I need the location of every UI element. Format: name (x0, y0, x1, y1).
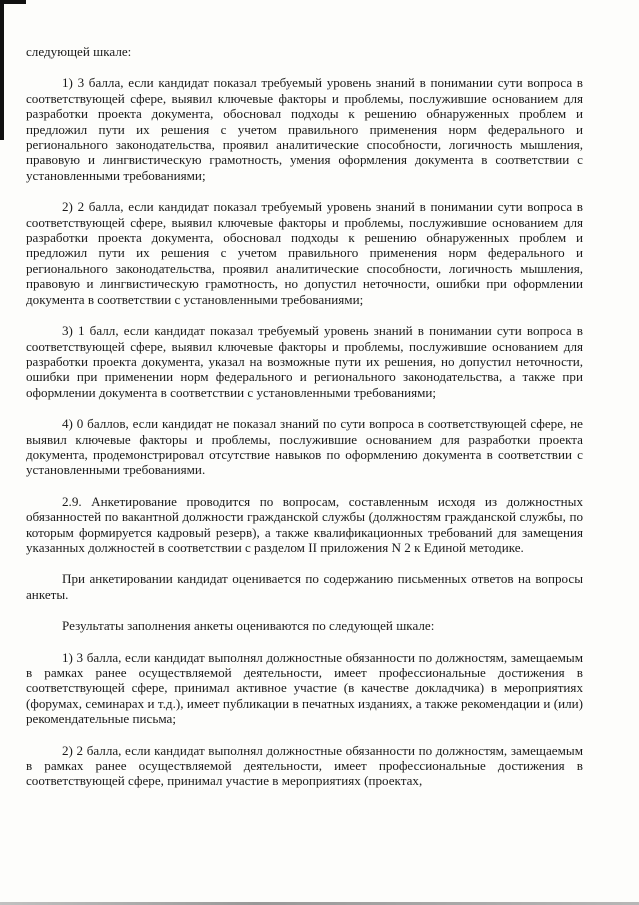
paragraph-score-2: 2) 2 балла, если кандидат показал требуемый уровень знаний в понимании сути вопроса в соответствующей сфере, выявил ключевые факторы и проблемы, послужившие основанием для разработки проекта документа, обосновал подходы к решению обнаруженных проблем и предложил пути их решения с учетом правильного применения норм федерального и регионального законодательства, проявил аналитические способности, логичность мышления, правовую и лингвистическую грамотность, но допустил неточности, ошибки при оформлении документа в соответствии с установленными требованиями; (26, 199, 583, 307)
paragraph-2-9: 2.9. Анкетирование проводится по вопросам, составленным исходя из должностных обязанностей по вакантной должности гражданской службы (должностям гражданской службы, по которым формируется кадровый резерв), а также квалификационных требований для замещения указанных должностей в соответствии с разделом II приложения N 2 к Единой методике. (26, 493, 583, 555)
paragraph-score-3: 1) 3 балла, если кандидат показал требуемый уровень знаний в понимании сути вопроса в соответствующей сфере, выявил ключевые факторы и проблемы, послужившие основанием для разработки проекта документа, обосновал подходы к решению обнаруженных проблем и предложил пути их решения с учетом правильного применения норм федерального и регионального законодательства, проявил аналитические способности, логичность мышления, правовую и лингвистическую грамотность, умения оформления документа в соответствии с установленными требованиями; (26, 75, 583, 183)
paragraph-survey-evaluation: При анкетировании кандидат оценивается по содержанию письменных ответов на вопросы анкеты. (26, 571, 583, 602)
scan-edge-left (0, 0, 4, 140)
paragraph-survey-scale: Результаты заполнения анкеты оцениваются по следующей шкале: (62, 618, 435, 634)
paragraph-survey-score-3: 1) 3 балла, если кандидат выполнял должностные обязанности по должностям, замещаемым в рамках ранее осуществляемой деятельности, имеет профессиональные достижения в соответствующей сфере, принимал активное участие (в качестве докладчика) в мероприятиях (форумах, семинарах и т.д.), имеет публикации в печатных изданиях, а также рекомендации и (или) рекомендательные письма; (26, 649, 583, 727)
document-page (26, 44, 583, 789)
paragraph-survey-score-2: 2) 2 балла, если кандидат выполнял должностные обязанности по должностям, замещаемым в рамках ранее осуществляемой деятельности, имеет профессиональные достижения в соответствующей сфере, принимал участие в мероприятиях (проектах, (26, 742, 583, 789)
scan-edge-top (0, 0, 26, 4)
paragraph-score-1: 3) 1 балл, если кандидат показал требуемый уровень знаний в понимании сути вопроса в соответствующей сфере, выявил ключевые факторы и проблемы, послужившие основанием для разработки проекта документа, указал на возможные пути их решения, но допустил неточности, ошибки при применении норм федерального и регионального законодательства, а также при оформлении документа в соответствии с установленными требованиями; (26, 323, 583, 400)
intro-line: следующей шкале: (26, 44, 132, 59)
paragraph-score-0: 4) 0 баллов, если кандидат не показал знаний по сути вопроса в соответствующей сфере, не выявил ключевые факторы и проблемы, послужившие основанием для разработки проекта документа, продемонстрировал отсутствие навыков по оформлению документа в соответствии с установленными требованиями. (26, 416, 583, 478)
